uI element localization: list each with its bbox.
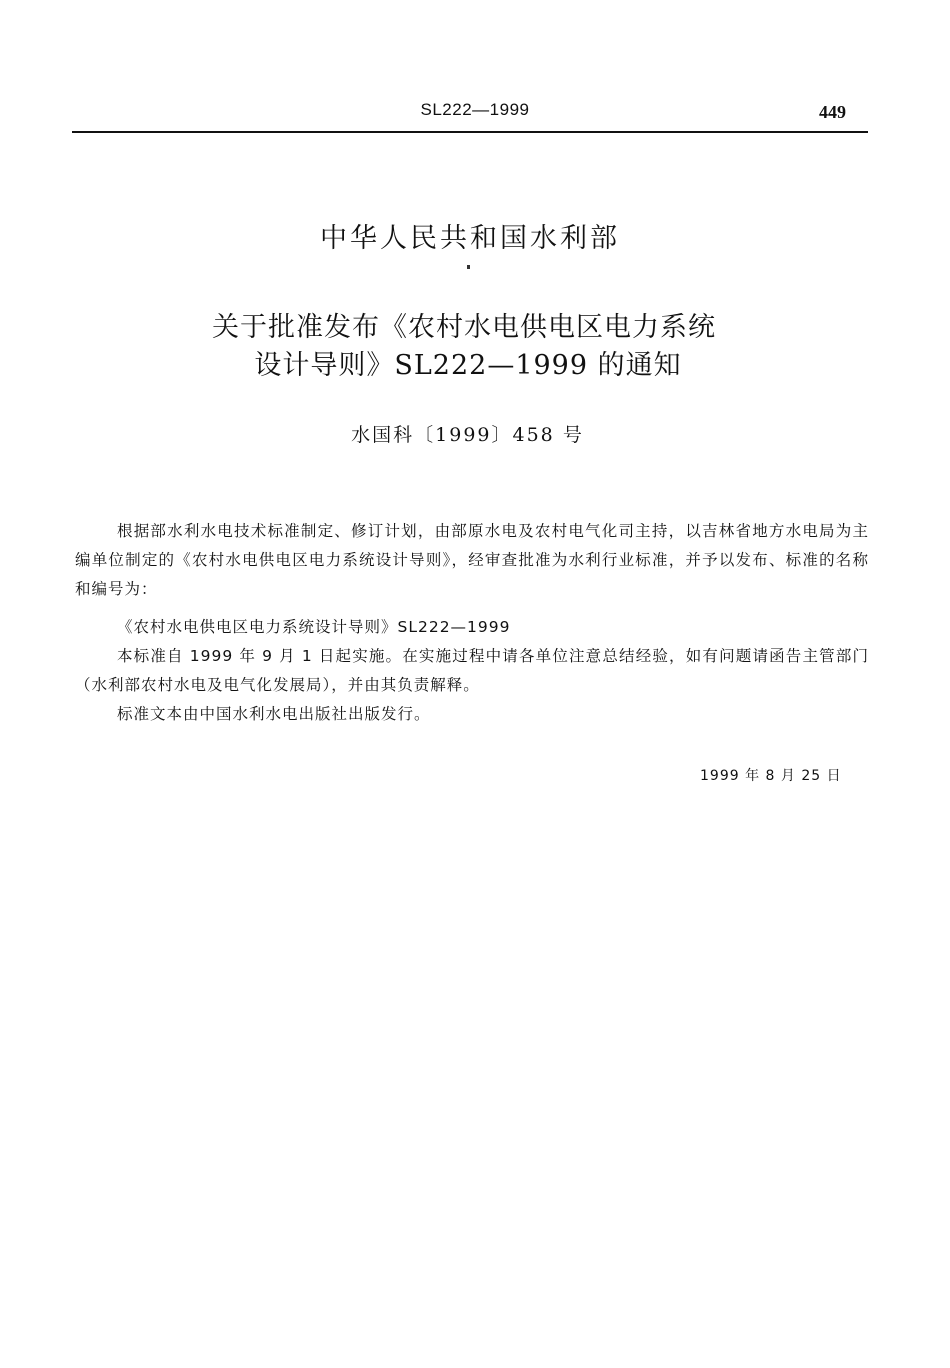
notice-title-line-2: 设计导则》SL222—1999 的通知 <box>254 350 682 381</box>
header-rule <box>72 131 868 133</box>
header-code: SL222—1999 <box>420 100 530 119</box>
notice-title-line-1: 关于批准发布《农村水电供电区电力系统 <box>212 312 716 343</box>
paragraph-text: 本标准自 1999 年 9 月 1 日起实施。在实施过程中请各单位注意总结经验，如有问题请函告主管部门（水利部农村水电及电气化发展局），并由其负责解释。 <box>75 647 869 694</box>
issuer-title: 中华人民共和国水利部 <box>320 223 620 254</box>
paragraph-text: 标准文本由中国水利水电出版社出版发行。 <box>117 705 431 723</box>
body-paragraph-1 <box>75 517 869 604</box>
body-paragraph-3 <box>75 642 869 700</box>
body-paragraph-4 <box>75 700 869 729</box>
paragraph-text: 根据部水利水电技术标准制定、修订计划，由部原水电及农村电气化司主持，以吉林省地方水电局为主编单位制定的《农村水电供电区电力系统设计导则》，经审查批准为水利行业标准，并予以发布、标准的名称和编号为： <box>75 522 869 598</box>
body-paragraph-2 <box>75 613 869 642</box>
stray-mark <box>467 265 470 269</box>
issue-date: 1999 年 8 月 25 日 <box>700 768 842 784</box>
paragraph-text: 《农村水电供电区电力系统设计导则》SL222—1999 <box>117 618 511 636</box>
page-number: 449 <box>819 102 846 122</box>
document-number: 水国科〔1999〕458 号 <box>351 424 584 446</box>
